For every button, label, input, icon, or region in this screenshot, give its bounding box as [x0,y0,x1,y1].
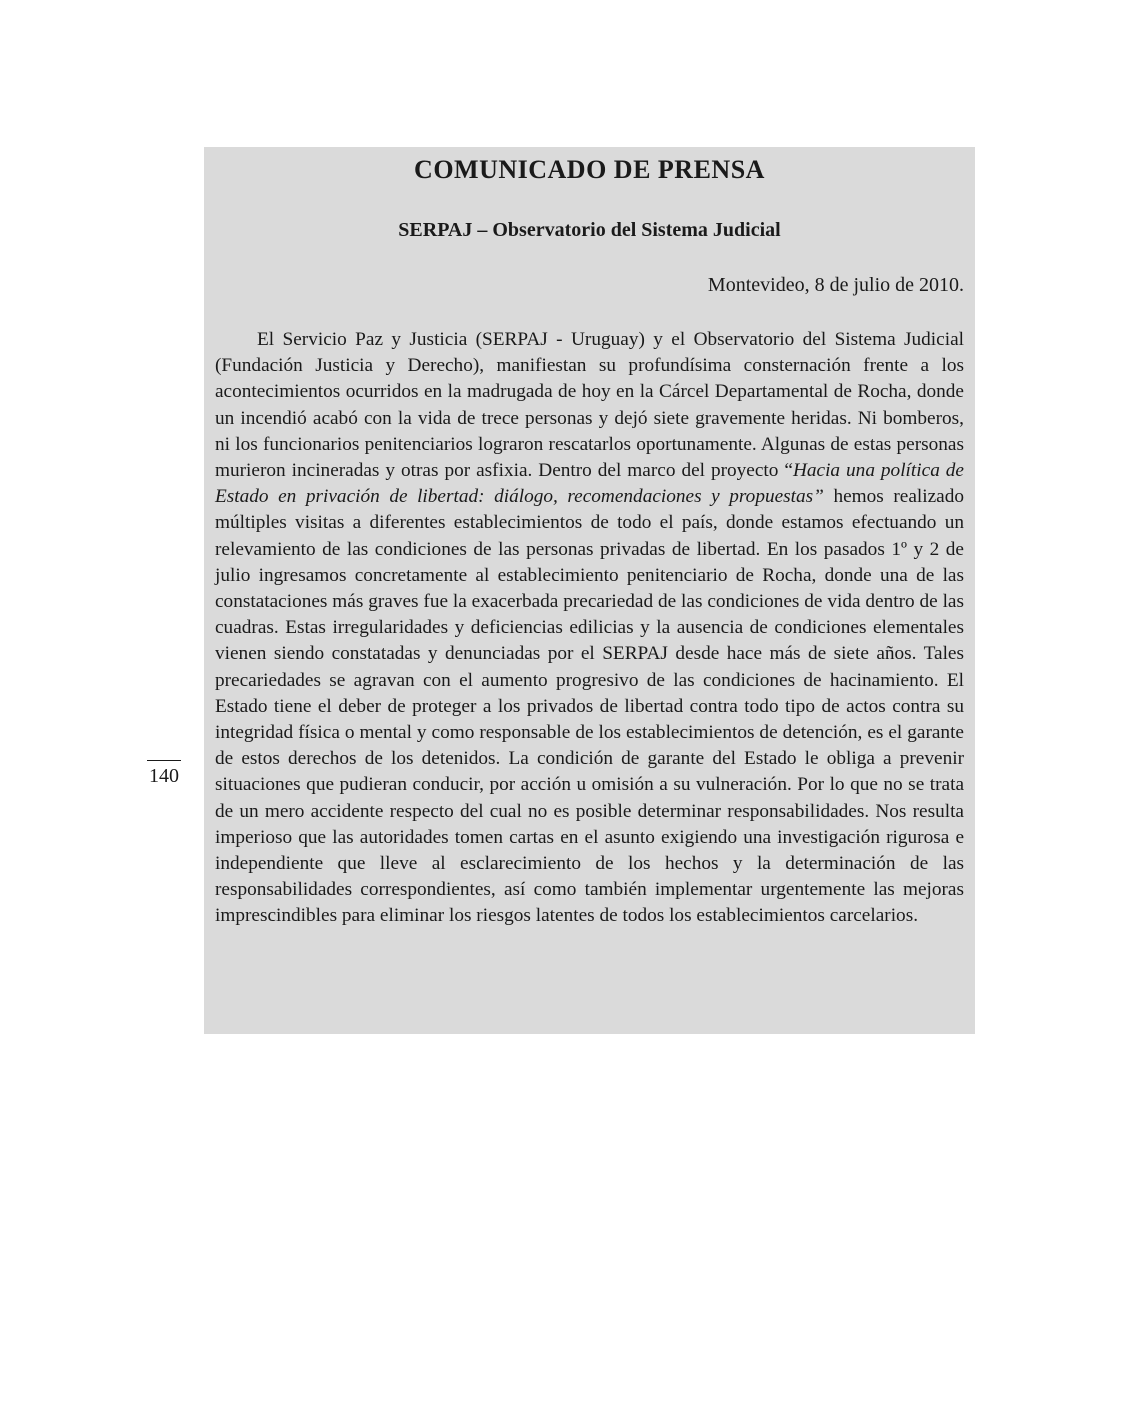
page-number-rule [147,760,181,761]
body-text-part-2: hemos realizado múltiples visitas a diferentes establecimientos de todo el país, donde estamos efectuando un relevamiento de las condiciones de las personas privadas de libertad. En los pasados 1º y 2 de julio ingresamos concretamente al establecimiento penitenciario de Rocha, donde una de las constataciones más graves fue la exacerbada precariedad de las condiciones de vida dentro de las cuadras. Estas irregularidades y deficiencias edilicias y la ausencia de condiciones elementales vienen siendo constatadas y denunciadas por el SERPAJ desde hace más de siete años. Tales precariedades se agravan con el aumento progresivo de las condiciones de hacinamiento. El Estado tiene el deber de proteger a los privados de libertad contra todo tipo de actos contra su integridad física o mental y como responsable de los establecimientos de detención, es el garante de estos derechos de los detenidos. La condición de garante del Estado le obliga a prevenir situaciones que pudieran conducir, por acción u omisión a su vulneración. Por lo que no se trata de un mero accidente respecto del cual no es posible determinar responsabilidades. Nos resulta imperioso que las autoridades tomen cartas en el asunto exigiendo una investigación rigurosa e independiente que lleve al esclarecimiento de los hechos y la determinación de las responsabilidades correspondientes, así como también implementar urgentemente las mejoras imprescindibles para eliminar los riesgos latentes de todos los establecimientos carcelarios. [215,486,964,927]
press-release-title: COMUNICADO DE PRENSA [414,155,765,184]
press-release-body [215,327,964,930]
project-title-italic: Hacia una política de Estado en privación de libertad: diálogo, recomendaciones y propuestas” [215,460,964,508]
body-text-part-1: El Servicio Paz y Justicia (SERPAJ - Uruguay) y el Observatorio del Sistema Judicial (Fundación Justicia y Derecho), manifiestan su profundísima consternación frente a los acontecimientos ocurridos en la madrugada de hoy en la Cárcel Departamental de Rocha, donde un incendió acabó con la vida de trece personas y dejó siete gravemente heridas. Ni bomberos, ni los funcionarios penitenciarios lograron rescatarlos oportunamente. Algunas de estas personas murieron incineradas y otras por asfixia. Dentro del marco del proyecto “ [215,329,964,482]
press-release-subtitle: SERPAJ – Observatorio del Sistema Judicial [398,219,781,241]
press-release-box [204,147,975,1034]
dateline: Montevideo, 8 de julio de 2010. [707,274,964,296]
page-number: 140 [149,765,179,787]
